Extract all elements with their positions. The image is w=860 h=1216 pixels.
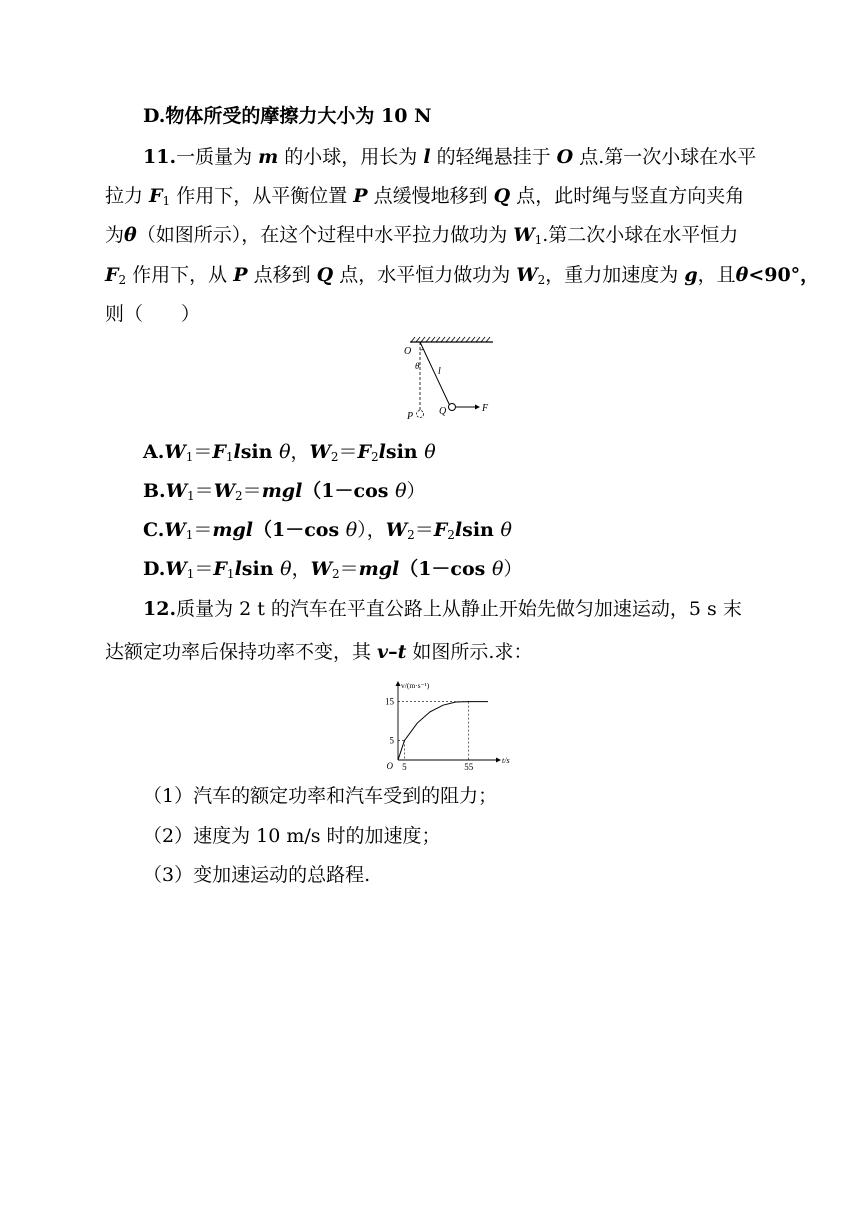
q10-option-d: D.物体所受的摩擦力大小为 10 N bbox=[143, 105, 432, 127]
y-tick-15: 15 bbox=[385, 696, 394, 707]
y-tick-5: 5 bbox=[389, 735, 394, 746]
q11-line-5: 则（ ） bbox=[105, 303, 201, 325]
series-line bbox=[398, 702, 488, 760]
q12-sub-2: （2）速度为 10 m/s 时的加速度； bbox=[143, 825, 441, 847]
label-o: O bbox=[404, 346, 412, 357]
q11-option-d: $D.W_1=F_1lsin$ θ，$W_2=mgl(1-\cos$ θ） bbox=[143, 558, 523, 581]
label-q: Q bbox=[439, 406, 447, 417]
q12-line-1: 12.质量为 2 t 的汽车在平直公路上从静止开始先做匀加速运动，5 s 末 bbox=[143, 598, 742, 620]
q11-option-a: $A.W_1=F_1lsin$ θ，$W_2=F_2lsin$ θ bbox=[143, 441, 436, 464]
y-axis-arrow bbox=[396, 681, 401, 686]
q11-line-1: 11.一质量为 m 的小球，用长为 l 的轻绳悬挂于 O 点.第一次小球在水平 bbox=[143, 146, 757, 168]
x-tick-5: 5 bbox=[402, 762, 407, 772]
x-tick-55: 55 bbox=[464, 762, 474, 772]
force-arrow-head bbox=[475, 405, 480, 410]
q11-line-2: 拉力 $F_1$ 作用下，从平衡位置 P 点缓慢地移到 Q 点，此时绳与竖直方向夹角 bbox=[105, 185, 745, 208]
label-l: l bbox=[438, 366, 441, 377]
q11-line-3: 为θ（如图所示），在这个过程中水平拉力做功为 $W_1$.第二次小球在水平恒力 bbox=[105, 224, 739, 247]
label-f: F bbox=[482, 403, 489, 414]
q12-sub-3: （3）变加速运动的总路程. bbox=[143, 864, 371, 886]
chart-layer bbox=[385, 681, 510, 772]
x-axis-label: t/s bbox=[502, 756, 510, 765]
angle-arc bbox=[420, 349, 424, 350]
origin-label: O bbox=[386, 761, 393, 771]
ceiling-hatch bbox=[411, 337, 490, 342]
label-theta: θ bbox=[415, 361, 420, 371]
q12-sub-1: （1）汽车的额定功率和汽车受到的阻力； bbox=[143, 785, 498, 807]
x-axis-arrow bbox=[496, 758, 501, 763]
y-axis-label: v/(m·s⁻¹) bbox=[401, 681, 430, 690]
label-p: P bbox=[407, 411, 414, 422]
q11-option-c: $C.W_1=mgl(1-\cos$ θ），$W_2=F_2lsin$ θ bbox=[143, 519, 512, 542]
pendulum-figure bbox=[395, 336, 500, 428]
ball-q bbox=[449, 404, 456, 411]
q11-option-b: $B.W_1=W_2=mgl(1-\cos$ θ） bbox=[143, 480, 426, 503]
q12-line-2: 达额定功率后保持功率不变，其 v–t 如图所示.求： bbox=[105, 641, 533, 663]
rope-line bbox=[420, 342, 450, 406]
q11-line-4: $F_2$ 作用下，从 P 点移到 Q 点，水平恒力做功为 $W_2$，重力加速度为 g，且θ<90°， bbox=[105, 264, 820, 287]
vt-chart bbox=[360, 680, 508, 772]
ball-p bbox=[417, 411, 424, 418]
